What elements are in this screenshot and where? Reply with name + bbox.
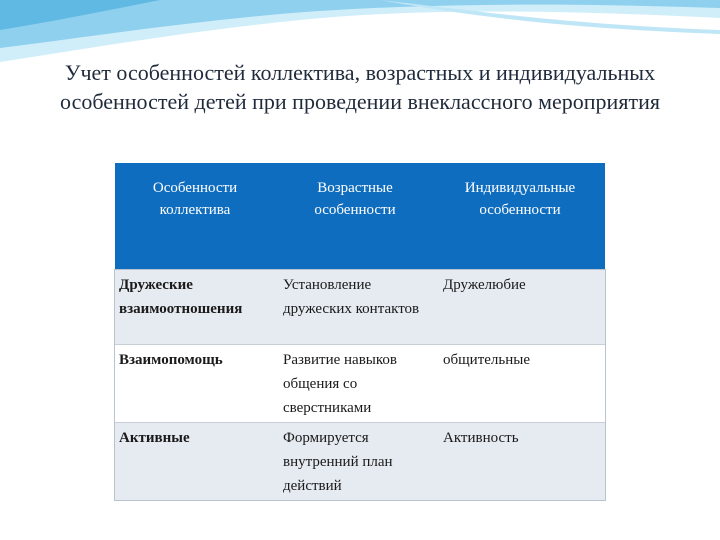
header-age: Возрастные особенности (314, 180, 396, 218)
cell-individual: общительные (435, 344, 605, 422)
cell-age: Развитие навыков общения со сверстниками (275, 344, 435, 422)
cell-age: Формируется внутренний план действий (283, 429, 393, 494)
cell-collective: Дружеские взаимоотношения (115, 270, 275, 344)
cell-age: Установление дружеских контактов (275, 270, 435, 344)
features-table (115, 163, 605, 500)
cell-collective: Взаимопомощь (115, 344, 275, 422)
table-header-row (115, 163, 605, 270)
table-row (115, 422, 605, 500)
cell-collective: Активные (119, 429, 190, 446)
header-individual: Индивидуальные особенности (464, 180, 576, 218)
table-row (115, 344, 605, 422)
slide-title: Учет особенностей коллектива, возрастных и индивидуальных особенностей детей при проведении внеклассного мероприятия (60, 60, 660, 114)
cell-individual: Дружелюбие (435, 270, 605, 344)
table-row (115, 270, 605, 344)
header-collective: Особенности коллектива (152, 180, 238, 218)
cell-individual: Активность (443, 429, 519, 446)
